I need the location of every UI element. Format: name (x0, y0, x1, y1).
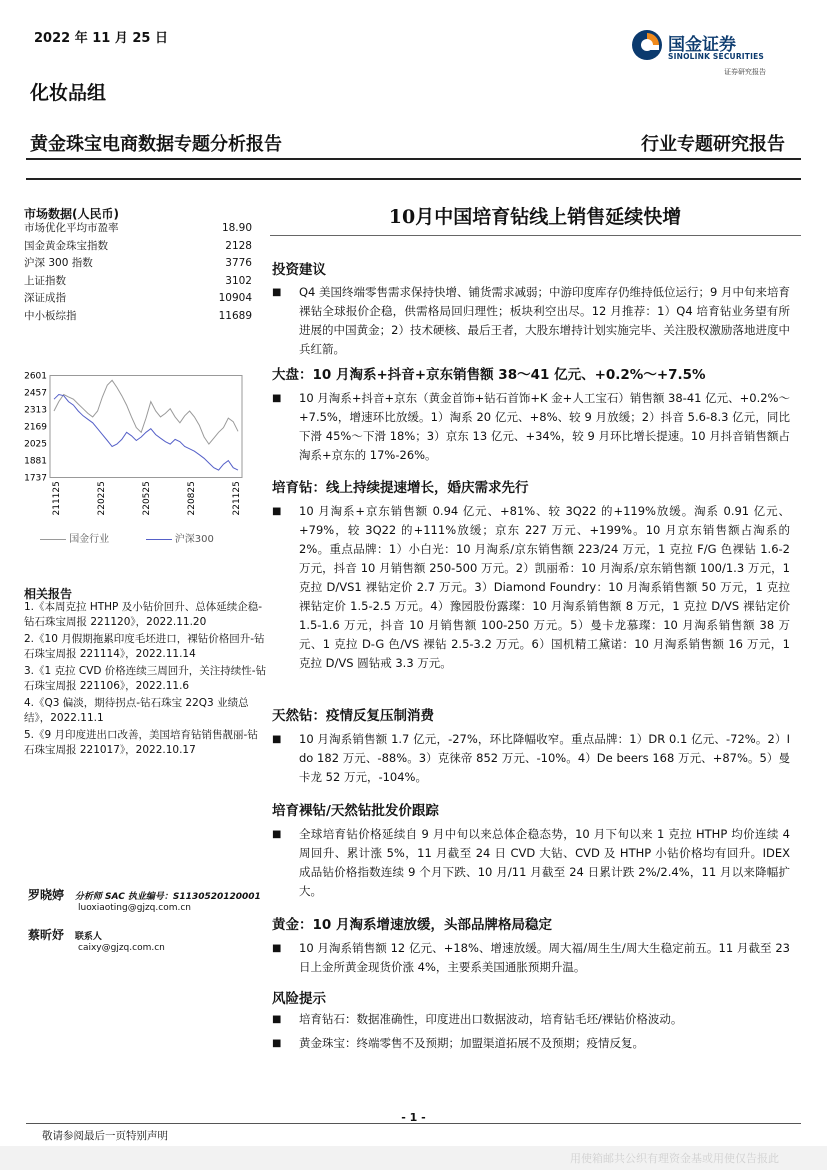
market-value: 3776 (225, 257, 252, 269)
related-report-item: 3.《1 克拉 CVD 价格连续三周回升，关注持续性-钻石珠宝周报 221106》，2022.11.6 (24, 665, 267, 692)
logo-mark-icon (630, 28, 664, 62)
paragraph-text: 10 月淘系+京东销售额 0.94 亿元、+81%、较 3Q22 的+119%放缓。淘系 0.91 亿元、+79%，较 3Q22 的+111%放缓；京东 227 万元、+199%。10 月京东销售额占淘系的 2%。重点品牌：1）小白光：10 月淘系/京东销售额 223/24 万元，1 克拉 F/G 色裸钻 1.6-2 万元，抖音 10 月销售额 250-500 万元。2）凯丽希：10 月淘系/京东销售额 100/1.3 万元，1 克拉 D/VS1 裸钻定价 2.7 万元。3）Diamond Foundry：10 月淘系销售额 50 万元，1 克拉裸钻定价 1.5-2.5 万元。4）豫园股份露璨：10 月淘系销售额 8 万元，1 克拉 D/VS 裸钻定价 1.5-1.6 万元，抖音 10 月销售额 100-250 万元。5）曼卡龙慕璨：10 月淘系销售额 38 万元、1 克拉 D-G 色/VS 裸钻 2.5-3.2 万元。6）国机精工黛诺：10 月淘系销售额 16 万元，1 克拉 D/VS 圆钻戒 3.3 万元。 (299, 504, 790, 670)
market-label: 市场优化平均市盈率 (24, 222, 119, 234)
related-report-item: 1.《本周克拉 HTHP 及小钻价回升、总体延续企稳-钻石珠宝周报 221120》，2022.11.20 (24, 601, 263, 628)
y-tick-label: 2169 (24, 422, 47, 433)
plot-frame (50, 376, 242, 478)
market-row (24, 273, 264, 291)
section-heading: 黄金：10 月淘系增速放缓，头部品牌格局稳定 (272, 917, 552, 933)
y-tick-label: 2025 (24, 439, 47, 450)
bullet-paragraph (272, 283, 790, 359)
bullet-paragraph (272, 1010, 790, 1029)
section-heading: 大盘：10 月淘系+抖音+京东销售额 38～41 亿元、+0.2%～+7.5% (272, 367, 706, 383)
analyst-role: 联系人 (74, 932, 102, 942)
bullet-paragraph (272, 730, 790, 787)
market-value: 18.90 (221, 222, 252, 234)
market-row (24, 220, 264, 238)
market-value: 11689 (218, 309, 252, 322)
page-number: - 1 - (401, 1111, 426, 1124)
analyst-card (28, 886, 268, 913)
related-report-item: 5.《9 月印度进出口改善，美国培育钻销售靓丽-钻石珠宝周报 221017》，2022.10.17 (24, 729, 258, 756)
y-tick-label: 2601 (24, 371, 47, 382)
series-line-hs300 (54, 395, 238, 471)
market-label: 中小板综指 (24, 309, 77, 322)
paragraph-text: 培育钻石：数据准确性，印度进出口数据波动，培育钻毛坯/裸钻价格波动。 (299, 1012, 683, 1026)
market-data-table (24, 220, 264, 325)
market-row (24, 238, 264, 256)
related-reports-heading: 相关报告 (24, 587, 73, 601)
header-rule (26, 178, 801, 180)
bullet-square-icon: ■ (272, 1014, 282, 1025)
x-tick-label: 211125 (52, 481, 62, 516)
chart-legend (40, 530, 214, 545)
logo-sub-text: 证券研究报告 (724, 68, 766, 76)
bullet-paragraph (272, 502, 790, 673)
related-report-item: 2.《10 月假期拖累印度毛坯进口，裸钻价格回升-钻石珠宝周报 221114》，2022.11.14 (24, 633, 265, 660)
market-data-heading: 市场数据(人民币) (24, 207, 119, 221)
section-heading: 天然钻：疫情反复压制消费 (272, 708, 434, 724)
market-row (24, 255, 264, 273)
market-row (24, 308, 264, 326)
market-label: 国金黄金珠宝指数 (24, 239, 108, 252)
section-heading: 风险提示 (272, 991, 326, 1007)
y-tick-label: 1881 (24, 456, 47, 467)
market-label: 深证成指 (24, 292, 66, 304)
company-logo (630, 26, 800, 81)
paragraph-text: 全球培育钻价格延续自 9 月中旬以来总体企稳态势，10 月下旬以来 1 克拉 HTHP 均价连续 4 周回升、累计涨 5%，11 月截至 24 日 CVD 大钻、CVD 及 HTHP 小钻价格均有回升。IDEX 成品钻价格指数连续 9 个月下跌、10 月/11 月截至 24 日累计跌 2%/2.4%，11 月以来降幅扩大。 (299, 827, 790, 898)
related-reports-list (24, 600, 268, 760)
logo-cn-text: 国金证券 (668, 35, 736, 55)
analyst-email: caixy@gjzq.com.cn (78, 943, 165, 953)
series-line-industry (54, 380, 238, 444)
bullet-paragraph (272, 825, 790, 901)
logo-en-text: SINOLINK SECURITIES (668, 52, 765, 61)
x-tick-label: 221125 (232, 481, 242, 516)
related-report-item: 4.《Q3 偏淡，期待拐点-钻石珠宝 22Q3 业绩总结》，2022.11.1 (24, 697, 249, 724)
analyst-card (28, 926, 268, 953)
y-tick-label: 2313 (24, 405, 47, 416)
header-rule (26, 158, 801, 160)
bullet-paragraph (272, 1034, 790, 1053)
industry-group: 化妆品组 (30, 82, 107, 104)
bullet-square-icon: ■ (272, 287, 282, 298)
market-label: 沪深 300 指数 (24, 257, 93, 269)
market-value: 3102 (225, 274, 252, 287)
y-tick-label: 2457 (24, 388, 47, 399)
x-tick-label: 220225 (97, 481, 107, 516)
market-value: 2128 (225, 239, 252, 252)
paragraph-text: 黄金珠宝：终端零售不及预期；加盟渠道拓展不及预期；疫情反复。 (299, 1036, 644, 1050)
report-type: 行业专题研究报告 (641, 134, 785, 155)
analyst-name: 蔡昕妤 (28, 928, 65, 942)
index-line-chart (24, 355, 260, 550)
paragraph-text: Q4 美国终端零售需求保持快增、铺货需求减弱；中游印度库存仍维持低位运行；9 月中旬来培育裸钻全球报价企稳，供需格局回归理性；板块利空出尽。12 月推荐：1）Q4 培育钻业务望有所进展的中国黄金；2）技术硬核、最后王者，大股东增持计划实施完毕、关注股权激励落地进度中兵红箭。 (299, 285, 790, 356)
analyst-role: 分析师 SAC 执业编号：S1130520120001 (74, 892, 261, 902)
bullet-square-icon: ■ (272, 943, 282, 954)
bullet-paragraph (272, 389, 790, 465)
section-heading: 培育钻：线上持续提速增长，婚庆需求先行 (272, 480, 529, 496)
legend-line-hs300 (146, 539, 172, 540)
report-title: 黄金珠宝电商数据专题分析报告 (30, 134, 282, 155)
paragraph-text: 10 月淘系销售额 12 亿元、+18%、增速放缓。周大福/周生生/周大生稳定前五。11 月截至 23 日上金所黄金现货价涨 4%，主要系美国通胀预期升温。 (299, 941, 790, 974)
footer-watermark: 用使箱邮共公织有理资金基或用使仅告报此 (570, 1152, 779, 1165)
bullet-square-icon: ■ (272, 506, 282, 517)
section-heading: 培育裸钻/天然钻批发价跟踪 (272, 803, 439, 819)
market-label: 上证指数 (24, 274, 66, 287)
bullet-square-icon: ■ (272, 829, 282, 840)
analyst-name: 罗晓婷 (28, 888, 65, 902)
section-heading: 投资建议 (272, 262, 326, 278)
market-value: 10904 (218, 292, 252, 304)
bullet-paragraph (272, 939, 790, 977)
x-tick-label: 220525 (142, 481, 152, 516)
legend-label-industry: 国金行业 (69, 534, 110, 545)
market-row (24, 290, 264, 308)
bullet-square-icon: ■ (272, 1038, 282, 1049)
title-rule (270, 235, 801, 236)
y-tick-label: 1737 (24, 473, 47, 484)
main-title: 10月中国培育钻线上销售延续快增 (388, 206, 682, 228)
bullet-square-icon: ■ (272, 393, 282, 404)
legend-line-industry (40, 539, 66, 540)
legend-label-hs300: 沪深300 (174, 534, 214, 545)
analyst-email: luoxiaoting@gjzq.com.cn (78, 903, 191, 913)
paragraph-text: 10 月淘系+抖音+京东（黄金首饰+钻石首饰+K 金+人工宝石）销售额 38-41 亿元、+0.2%～+7.5%，增速环比放缓。1）淘系 20 亿元、+8%、较 9 月放缓；2）抖音 5.6-8.3 亿元，同比下滑 45%～下滑 18%；3）京东 13 亿元、+34%，较 9 月环比增长提速。10 月抖音销售额占淘系+京东的 17%-26%。 (299, 391, 790, 462)
footer-rule (26, 1123, 801, 1124)
disclaimer-note: 敬请参阅最后一页特别声明 (42, 1130, 168, 1142)
paragraph-text: 10 月淘系销售额 1.7 亿元，-27%，环比降幅收窄。重点品牌：1）DR 0.1 亿元、-72%。2）I do 182 万元、-88%。3）克徕帝 852 万元、-10%。4）De beers 168 万元、+87%。5）曼卡龙 52 万元，-104%。 (299, 732, 790, 784)
bullet-square-icon: ■ (272, 734, 282, 745)
x-tick-label: 220825 (187, 481, 197, 516)
report-date: 2022 年 11 月 25 日 (34, 31, 168, 46)
